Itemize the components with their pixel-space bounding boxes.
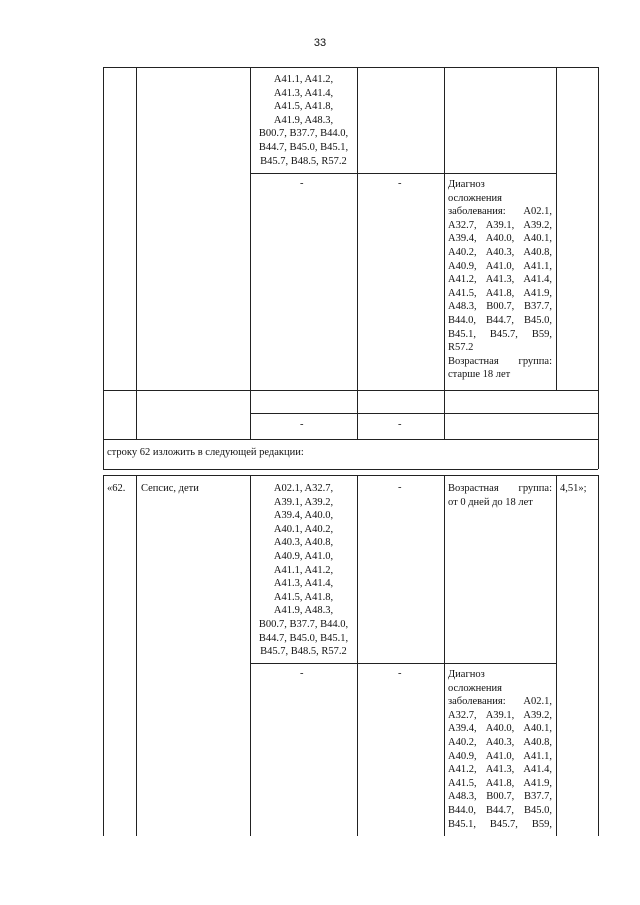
empty-value-dash: -	[398, 668, 402, 679]
row-name: Сепсис, дети	[141, 483, 199, 494]
table-top-border	[103, 475, 598, 476]
diagnosis-codes-cell: A41.1, A41.2, A41.3, A41.4, A41.5, A41.8, A41.9, A48.3, B00.7, B37.7, B44.0, B44.7, B45.0, B45.1, B45.7, B48.5, R57.2	[258, 74, 349, 167]
row-divider	[250, 413, 598, 414]
col-divider-3	[357, 67, 358, 439]
additional-criteria-cell: Возрастная группа: от 0 дней до 18 лет	[448, 483, 552, 508]
empty-value-dash: -	[300, 178, 304, 189]
row-divider	[250, 173, 556, 174]
row-divider	[103, 469, 598, 470]
table-left-border	[103, 475, 104, 836]
additional-criteria-cell: Диагноз осложнения заболевания: A02.1, A32.7, A39.1, A39.2, A39.4, A40.0, A40.1, A40.2, A40.3, A40.8, A40.9, A41.0, A41.1, A41.2, A41.3, A41.4, A41.5, A41.8, A41.9, A48.3, B00.7, B37.7, B44.0, B44.7, B45.0, B45.1, B45.7, B59,	[448, 669, 552, 830]
additional-criteria-cell: Диагноз осложнения заболевания: A02.1, A32.7, A39.1, A39.2, A39.4, A40.0, A40.1, A40.2, A40.3, A40.8, A40.9, A41.0, A41.1, A41.2, A41.3, A41.4, A41.5, A41.8, A41.9, A48.3, B00.7, B37.7, B44.0, B44.7, B45.0, B45.1, B45.7, B59, R57.2 Возрастная группа: старше 18 лет	[448, 179, 552, 381]
row-number: «62.	[107, 483, 126, 494]
col-divider-4	[444, 67, 445, 439]
empty-value-dash: -	[300, 668, 304, 679]
table-top-border	[103, 67, 598, 68]
instruction-row-left-border	[103, 439, 104, 469]
col-divider-4	[444, 475, 445, 836]
coefficient-value: 4,51»;	[560, 483, 587, 494]
col-divider-5	[556, 67, 557, 390]
table-right-border	[598, 475, 599, 836]
col-divider-1	[136, 475, 137, 836]
table-right-border	[598, 67, 599, 439]
col-divider-5	[556, 475, 557, 836]
empty-value-dash: -	[398, 419, 402, 430]
row-divider	[103, 390, 598, 391]
diagnosis-codes-cell: A02.1, A32.7, A39.1, A39.2, A39.4, A40.0, A40.1, A40.2, A40.3, A40.8, A40.9, A41.0, A41.1, A41.2, A41.3, A41.4, A41.5, A41.8, A41.9, A48.3, B00.7, B37.7, B44.0, B44.7, B45.0, B45.1, B45.7, B48.5, R57.2	[258, 483, 349, 658]
amendment-instruction: строку 62 изложить в следующей редакции:	[107, 447, 304, 458]
empty-value-dash: -	[398, 178, 402, 189]
row-divider	[250, 663, 556, 664]
col-divider-3	[357, 475, 358, 836]
instruction-row-right-border	[598, 439, 599, 469]
empty-value-dash: -	[398, 482, 402, 493]
row-divider	[103, 439, 598, 440]
empty-value-dash: -	[300, 419, 304, 430]
table-left-border	[103, 67, 104, 439]
col-divider-1	[136, 67, 137, 439]
page-number: 33	[313, 37, 327, 49]
